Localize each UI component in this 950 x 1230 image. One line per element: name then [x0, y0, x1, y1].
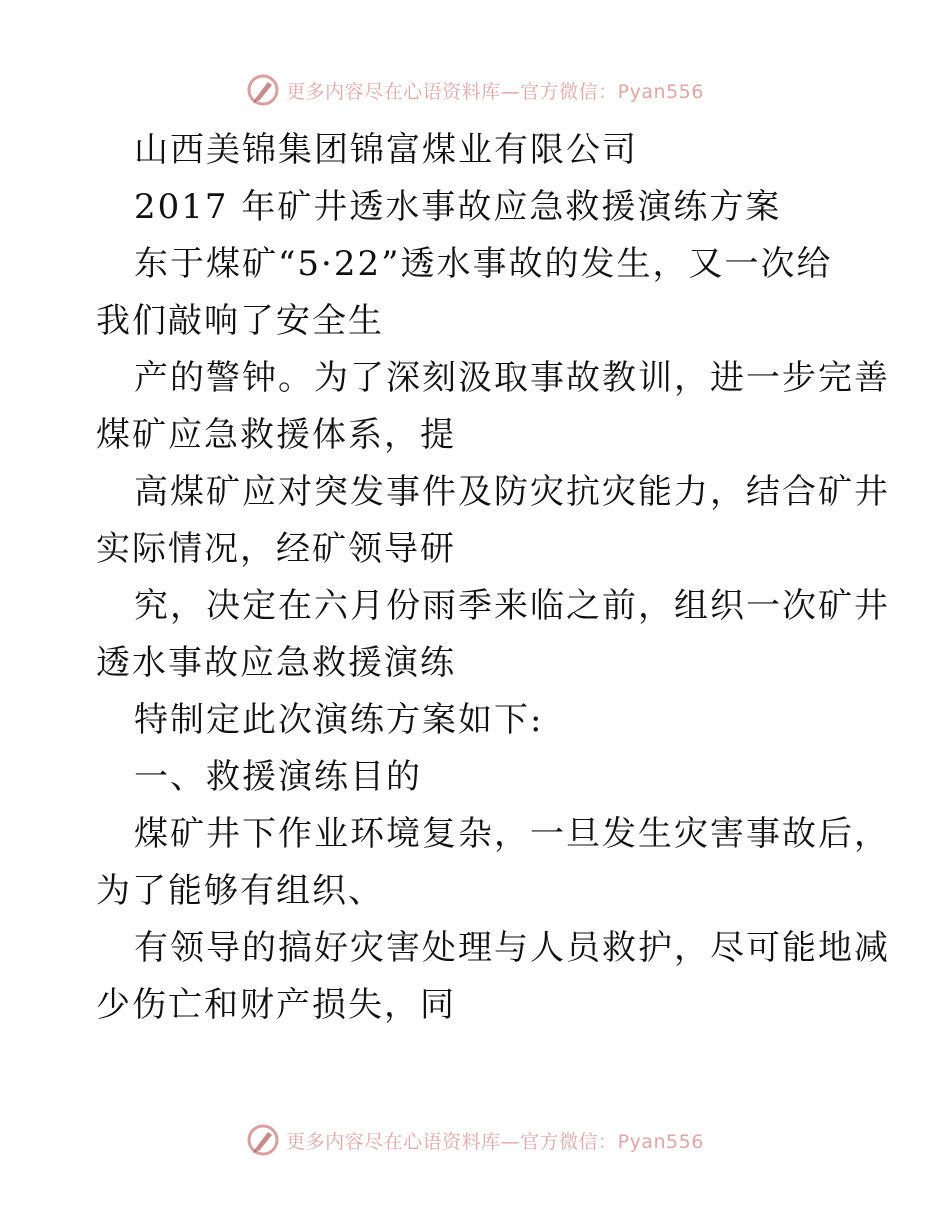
quill-pen-circle-icon — [246, 1123, 280, 1157]
text-line: 高煤矿应对突发事件及防灾抗灾能力，结合矿井 — [134, 472, 890, 512]
text-line: 有领导的搞好灾害处理与人员救护，尽可能地减 — [134, 928, 890, 968]
text-line: 透水事故应急救援演练 — [96, 643, 456, 683]
watermark-text: 更多内容尽在心语资料库—官方微信：Pyan556 — [286, 1130, 704, 1153]
text-line: 实际情况，经矿领导研 — [96, 529, 456, 569]
text-line: 煤矿井下作业环境复杂，一旦发生灾害事故后， — [134, 814, 890, 854]
text-line: 产的警钟。为了深刻汲取事故教训，进一步完善 — [134, 358, 890, 398]
quill-pen-circle-icon — [246, 73, 280, 107]
text-line: 我们敲响了安全生 — [96, 301, 384, 341]
text-line: 山西美锦集团锦富煤业有限公司 — [134, 130, 638, 170]
text-line: 煤矿应急救援体系，提 — [96, 415, 456, 455]
header-watermark — [0, 70, 950, 110]
footer-watermark — [0, 1120, 950, 1160]
text-line: 一、救援演练目的 — [134, 757, 422, 797]
text-line: 为了能够有组织、 — [96, 871, 384, 911]
text-line: 少伤亡和财产损失，同 — [96, 985, 456, 1025]
document-body — [96, 122, 890, 1034]
watermark-text: 更多内容尽在心语资料库—官方微信：Pyan556 — [286, 80, 704, 103]
text-line: 特制定此次演练方案如下: — [134, 700, 544, 740]
text-line: 东于煤矿“5·22”透水事故的发生，又一次给 — [134, 244, 833, 284]
text-line: 2017 年矿井透水事故应急救援演练方案 — [134, 187, 782, 227]
text-line: 究，决定在六月份雨季来临之前，组织一次矿井 — [134, 586, 890, 626]
